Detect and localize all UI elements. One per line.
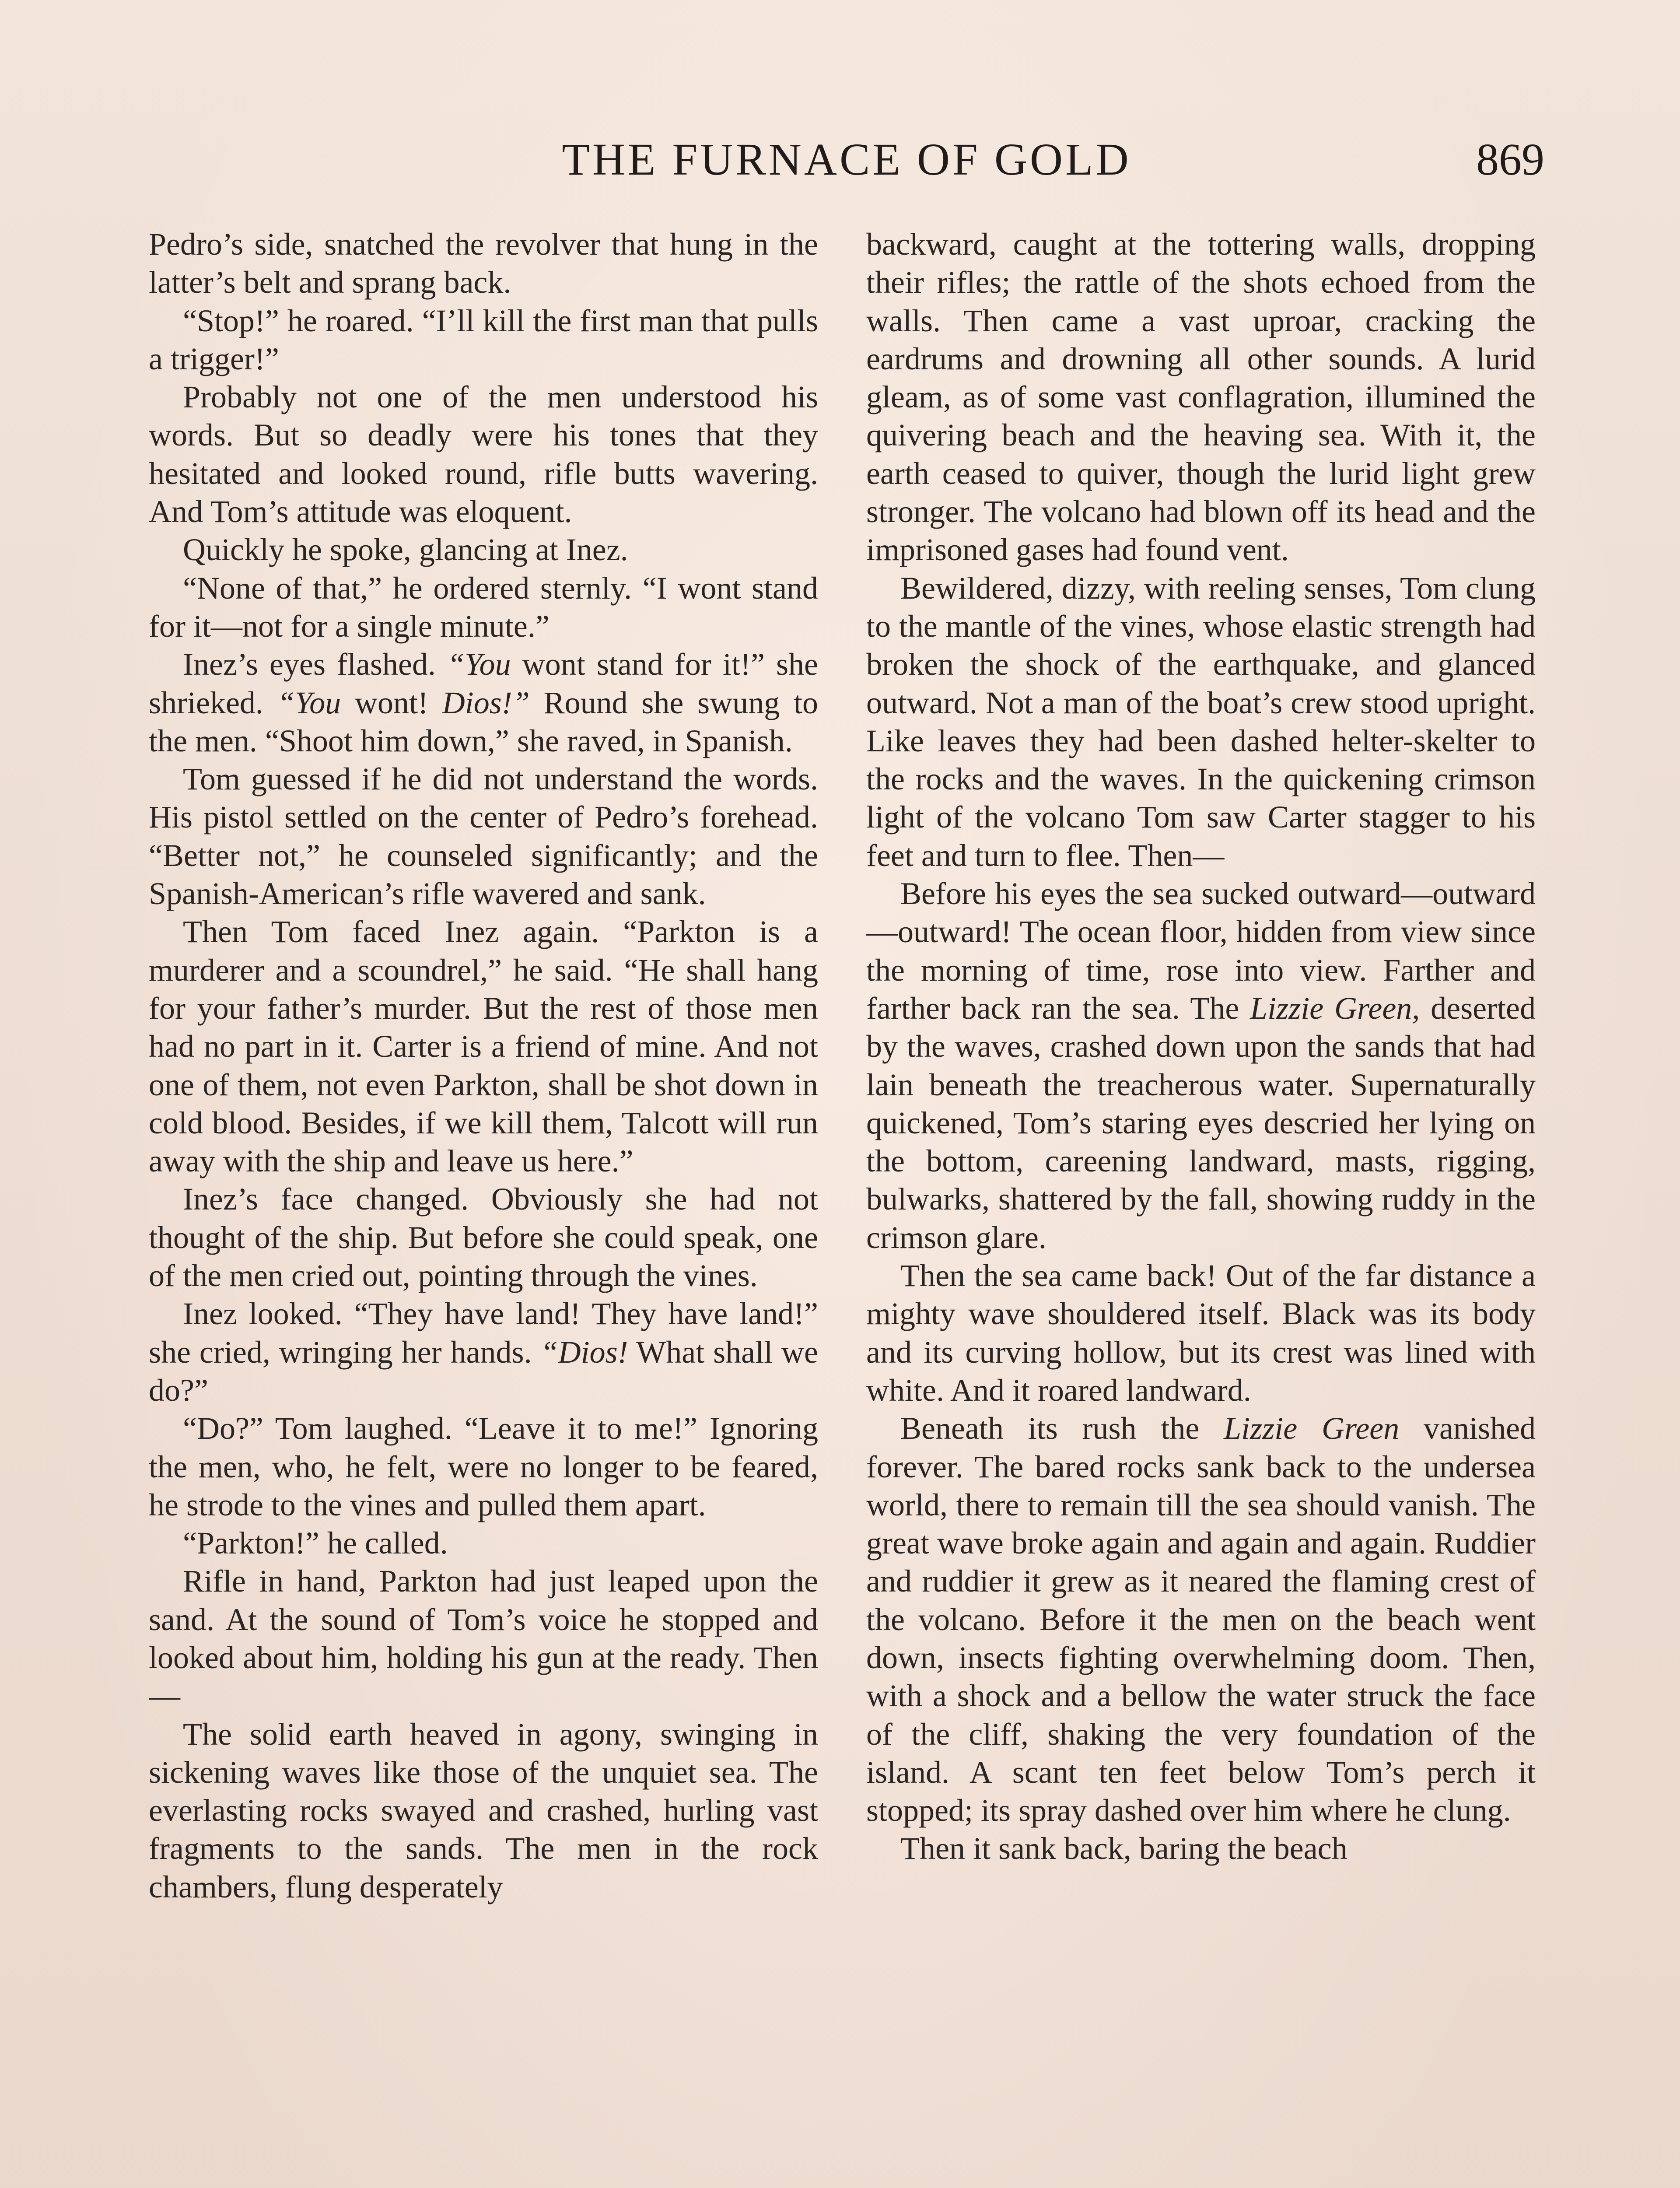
page-number: 869 — [1476, 134, 1544, 185]
paragraph: “Parkton!” he called. — [183, 1525, 448, 1561]
paragraph: “Stop!” he roared. “I’ll kill the first man that pulls a trigger!” — [149, 303, 818, 376]
paragraph: Probably not one of the men understood his words. But so deadly were his tones that they hesitated and looked round, rifle butts wavering. And Tom’s attitude was eloquent. — [149, 379, 818, 529]
paragraph: Inez’s face changed. Obviously she had not thought of the ship. But before she could speak, one of the men cried out, pointing through the vines. — [149, 1182, 818, 1294]
paragraph: Then it sank back, baring the beach — [900, 1831, 1348, 1866]
paragraph: Inez’s eyes flashed. “You wont stand for it!” she shrieked. “You wont! Dios!” Round she swung to the men. “Shoot him down,” she raved, in Spanish. — [149, 647, 818, 758]
paragraph: Before his eyes the sea sucked outward—outward—outward! The ocean floor, hidden from view since the morning of time, rose into view. Farther and farther back ran the sea. The Lizzie Green, deserted by the waves, crashed down upon the sands that had lain beneath the treacherous water. Supernaturally quickened, Tom’s staring eyes descried her lying on the bottom, careening landward, masts, rigging, bulwarks, shattered by the fall, showing ruddy in the crimson glare. — [866, 876, 1536, 1255]
paragraph: Inez looked. “They have land! They have land!” she cried, wringing her hands. “Dios! What shall we do?” — [149, 1296, 818, 1408]
paragraph: “None of that,” he ordered sternly. “I wont stand for it—not for a single minute.” — [149, 570, 818, 644]
paragraph: The solid earth heaved in agony, swinging in sickening waves like those of the unquiet sea. The everlasting rocks swayed and crashed, hurling vast fragments to the sands. The men in the rock chambers, flung desperately — [149, 1716, 818, 1904]
paragraph: Bewildered, dizzy, with reeling senses, Tom clung to the mantle of the vines, whose elastic strength had broken the shock of the earthquake, and glanced outward. Not a man of the boat’s crew stood upright. Like leaves they had been dashed helter-skelter to the rocks and the waves. In the quickening crimson light of the volcano Tom saw Carter stagger to his feet and turn to flee. Then— — [866, 570, 1536, 873]
paragraph: Tom guessed if he did not understand the words. His pistol settled on the center of Pedro’s forehead. “Better not,” he counseled significantly; and the Spanish-American’s rifle wavered and sank. — [149, 761, 818, 912]
page-header — [149, 131, 1544, 188]
right-column — [866, 225, 1536, 2188]
paragraph: Rifle in hand, Parkton had just leaped upon the sand. At the sound of Tom’s voice he stopped and looked about him, holding his gun at the ready. Then— — [149, 1564, 818, 1714]
story-text — [149, 225, 1544, 2188]
paragraph: Beneath its rush the Lizzie Green vanished forever. The bared rocks sank back to the undersea world, there to remain till the sea should vanish. The great wave broke again and again and again. Ruddier and ruddier it grew as it neared the flaming crest of the volcano. Before it the men on the beach went down, insects fighting overwhelming doom. Then, with a shock and a bellow the water struck the face of the cliff, shaking the very foundation of the island. A scant ten feet below Tom’s perch it stopped; its spray dashed over him where he clung. — [866, 1411, 1536, 1828]
left-column — [149, 225, 818, 2188]
running-title: THE FURNACE OF GOLD — [562, 134, 1131, 185]
paragraph: Then Tom faced Inez again. “Parkton is a murderer and a scoundrel,” he said. “He shall hang for your father’s murder. But the rest of those men had no part in it. Carter is a friend of mine. And not one of them, not even Parkton, shall be shot down in cold blood. Besides, if we kill them, Talcott will run away with the ship and leave us here.” — [149, 914, 818, 1179]
paragraph: Quickly he spoke, glancing at Inez. — [183, 532, 628, 568]
paragraph: backward, caught at the tottering walls, dropping their rifles; the rattle of the shots echoed from the walls. Then came a vast uproar, cracking the eardrums and drowning all other sounds. A lurid gleam, as of some vast conflagration, illumined the quivering beach and the heaving sea. With it, the earth ceased to quiver, though the lurid light grew stronger. The volcano had blown off its head and the imprisoned gases had found vent. — [866, 227, 1536, 568]
paragraph: Pedro’s side, snatched the revolver that hung in the latter’s belt and sprang back. — [149, 227, 818, 300]
paragraph: Then the sea came back! Out of the far distance a mighty wave shouldered itself. Black was its body and its curving hollow, but its crest was lined with white. And it roared landward. — [866, 1258, 1536, 1408]
paragraph: “Do?” Tom laughed. “Leave it to me!” Ignoring the men, who, he felt, were no longer to be feared, he strode to the vines and pulled them apart. — [149, 1411, 818, 1522]
